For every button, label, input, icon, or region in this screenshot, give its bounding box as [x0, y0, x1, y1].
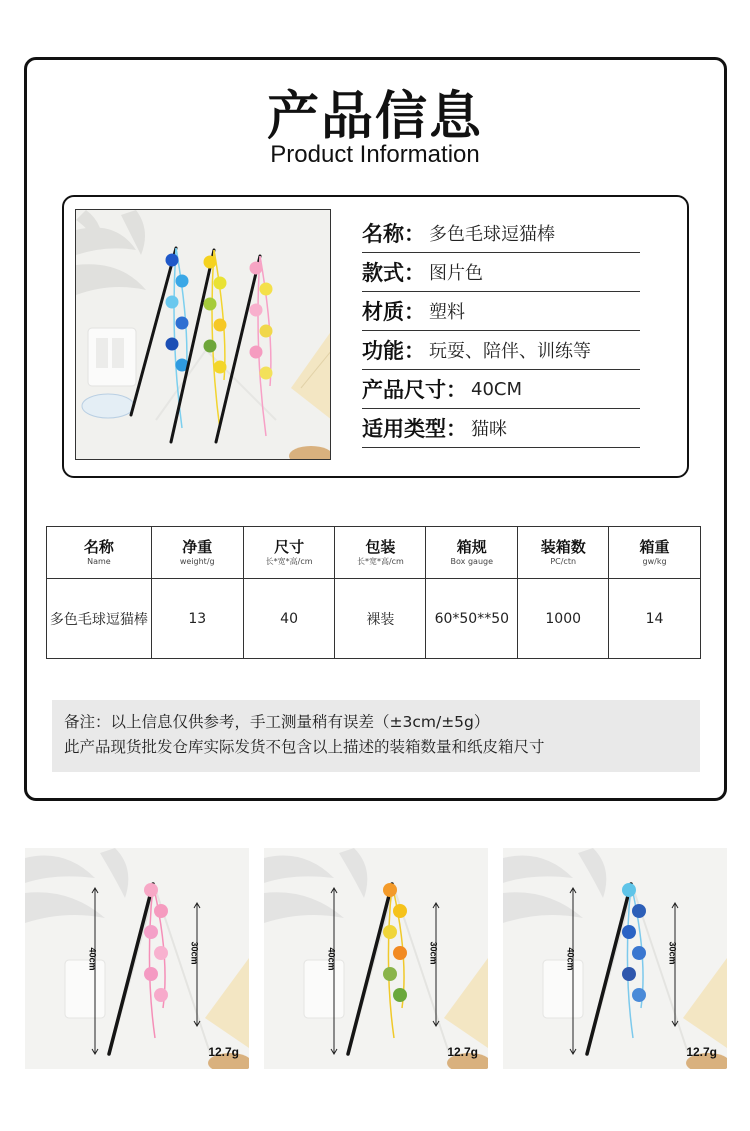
pompom-ball	[214, 319, 227, 332]
weight-label: 12.7g	[686, 1045, 717, 1059]
spec-value: 40CM	[471, 378, 523, 400]
pompom-ball	[622, 967, 636, 981]
spec-value: 塑料	[429, 302, 465, 323]
pompom-ball	[383, 925, 397, 939]
spec-label: 适用类型：	[362, 417, 467, 441]
page-subtitle: Product Information	[270, 141, 480, 168]
weight-label: 12.7g	[447, 1045, 478, 1059]
decor-block	[304, 960, 344, 1018]
table-cell: 14	[609, 579, 701, 659]
pompom-ball	[166, 254, 179, 267]
note-box	[52, 700, 700, 772]
product-photo	[75, 209, 331, 460]
spec-label: 功能：	[362, 339, 425, 363]
thumbnail-illustration	[264, 848, 488, 1069]
pompom-ball	[204, 340, 217, 353]
spec-value: 玩耍、陪伴、训练等	[429, 341, 591, 362]
pompom-ball	[204, 298, 217, 311]
pompom-ball	[260, 283, 273, 296]
spec-value: 多色毛球逗猫棒	[429, 224, 555, 245]
pompom-ball	[214, 277, 227, 290]
stick-length-label: 40cm	[565, 947, 576, 971]
pompom-ball	[250, 304, 263, 317]
spec-row-type	[362, 409, 640, 448]
table-header: 净重 weight/g	[151, 527, 243, 579]
string-length-label: 30cm	[428, 941, 439, 965]
photo-background	[25, 848, 249, 1069]
pompom-ball	[383, 967, 397, 981]
pompom-ball	[166, 296, 179, 309]
pompom-ball	[632, 946, 646, 960]
pompom-ball	[632, 904, 646, 918]
table-header: 箱重 gw/kg	[609, 527, 701, 579]
pompom-ball	[176, 275, 189, 288]
stick-length-label: 40cm	[326, 947, 337, 971]
pompom-ball	[260, 367, 273, 380]
thumbnail-pink	[25, 848, 249, 1069]
product-photo-illustration	[76, 210, 331, 460]
table-row	[47, 579, 701, 659]
string-length-label: 30cm	[667, 941, 678, 965]
spec-row-style	[362, 253, 640, 292]
pompom-ball	[393, 904, 407, 918]
spec-row-material	[362, 292, 640, 331]
spec-label: 款式：	[362, 261, 425, 285]
pompom-ball	[144, 925, 158, 939]
pompom-ball	[214, 361, 227, 374]
photo-background	[503, 848, 727, 1069]
pompom-ball	[393, 988, 407, 1002]
table-header-row	[47, 527, 701, 579]
spec-value: 猫咪	[471, 419, 507, 440]
pompom-ball	[250, 262, 263, 275]
pompom-ball	[154, 904, 168, 918]
pompom-ball	[393, 946, 407, 960]
table-cell: 裸装	[335, 579, 426, 659]
spec-label: 产品尺寸：	[362, 378, 467, 402]
spec-list	[362, 214, 640, 448]
decor-block	[543, 960, 583, 1018]
photo-background	[264, 848, 488, 1069]
table-header: 装箱数 PC/ctn	[518, 527, 609, 579]
stick-length-label: 40cm	[87, 947, 98, 971]
pompom-ball	[632, 988, 646, 1002]
pompom-ball	[154, 946, 168, 960]
string-length-label: 30cm	[189, 941, 200, 965]
table-cell: 40	[243, 579, 335, 659]
thumbnail-illustration	[25, 848, 249, 1069]
spec-row-size	[362, 370, 640, 409]
page-title: 产品信息	[266, 87, 483, 147]
pompom-ball	[250, 346, 263, 359]
thumbnail-blue	[503, 848, 727, 1069]
thumbnail-yellow	[264, 848, 488, 1069]
table-cell: 60*50**50	[426, 579, 518, 659]
note-line: 备注：以上信息仅供参考，手工测量稍有误差（±3cm/±5g）	[64, 713, 490, 731]
pompom-ball	[622, 925, 636, 939]
table-header: 包装 长*宽*高/cm	[335, 527, 426, 579]
table-header: 箱规 Box gauge	[426, 527, 518, 579]
note-line: 此产品现货批发仓库实际发货不包含以上描述的装箱数量和纸皮箱尺寸	[64, 738, 545, 756]
pompom-ball	[622, 883, 636, 897]
pompom-ball	[176, 317, 189, 330]
pompom-ball	[383, 883, 397, 897]
decor-block	[65, 960, 105, 1018]
packing-table	[46, 526, 701, 659]
table-cell: 13	[151, 579, 243, 659]
table-header: 名称 Name	[47, 527, 152, 579]
pompom-ball	[144, 883, 158, 897]
pompom-ball	[204, 256, 217, 269]
spec-label: 材质：	[362, 300, 425, 324]
pompom-ball	[154, 988, 168, 1002]
pompom-ball	[260, 325, 273, 338]
pompom-ball	[166, 338, 179, 351]
spec-value: 图片色	[429, 263, 483, 284]
table-cell: 1000	[518, 579, 609, 659]
thumbnail-illustration	[503, 848, 727, 1069]
spec-row-name	[362, 214, 640, 253]
table-header: 尺寸 长*宽*高/cm	[243, 527, 335, 579]
weight-label: 12.7g	[208, 1045, 239, 1059]
spec-label: 名称：	[362, 222, 425, 246]
spec-row-function	[362, 331, 640, 370]
table-cell: 多色毛球逗猫棒	[47, 579, 152, 659]
pompom-ball	[144, 967, 158, 981]
